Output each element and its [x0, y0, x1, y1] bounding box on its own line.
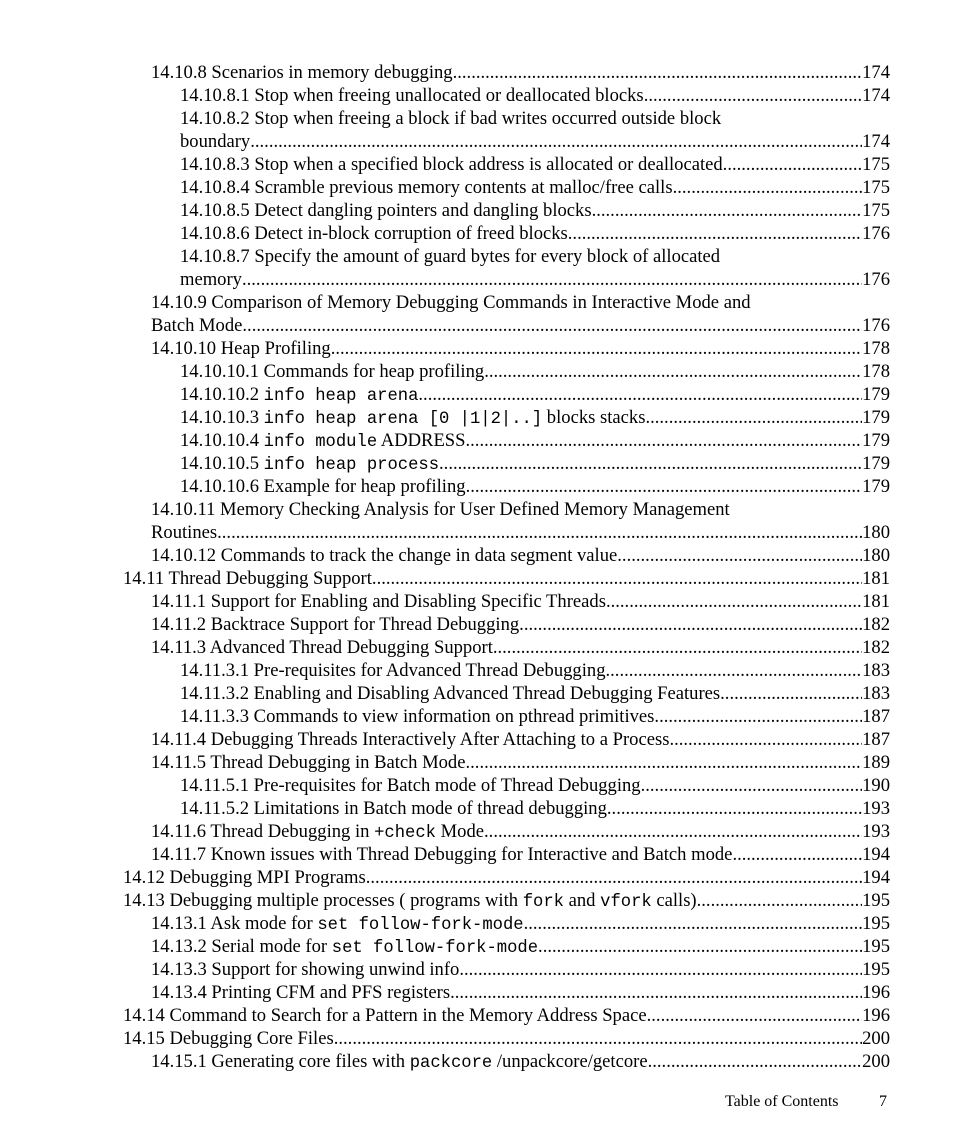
text-fragment: 14.10.8.5 Detect dangling pointers and dangling blocks: [180, 200, 592, 221]
toc-page-number: 182: [862, 614, 890, 635]
dot-leader: [453, 61, 863, 84]
dot-leader: [334, 1027, 862, 1050]
text-fragment: 14.11.1 Support for Enabling and Disabling Specific Threads: [151, 591, 606, 612]
toc-page-number: 196: [862, 982, 890, 1003]
dot-leader: [466, 429, 863, 452]
toc-entry-title: [180, 360, 484, 383]
toc-entry[interactable]: [0, 1050, 954, 1073]
toc-entry[interactable]: [0, 176, 954, 199]
toc-entry-title: [123, 567, 372, 590]
toc-entry[interactable]: [0, 659, 954, 682]
toc-page-number: 179: [862, 407, 890, 428]
text-fragment: boundary: [180, 131, 251, 152]
toc-entry[interactable]: [0, 935, 954, 958]
toc-entry-title: [180, 659, 606, 682]
dot-leader: [250, 130, 862, 153]
footer-page-number: 7: [879, 1093, 887, 1110]
toc-entry-title: [151, 958, 459, 981]
toc-entry-title: [123, 866, 366, 889]
toc-entry-title: [180, 176, 673, 199]
toc-entry-title: [151, 820, 484, 845]
text-fragment: 14.13.1 Ask mode for: [151, 913, 318, 934]
dot-leader: [645, 406, 862, 429]
toc-entry[interactable]: [0, 245, 954, 291]
dot-leader: [242, 268, 862, 291]
text-fragment: 14.11.5.2 Limitations in Batch mode of thread debugging: [180, 798, 607, 819]
dot-leader: [606, 659, 863, 682]
text-fragment: 14.11.6 Thread Debugging in: [151, 821, 375, 842]
toc-page-number: 200: [862, 1028, 890, 1049]
code-fragment: info heap arena: [263, 387, 419, 406]
toc-page-number: 195: [862, 890, 890, 911]
toc-entry[interactable]: [0, 222, 954, 245]
toc-entry-title: [180, 406, 645, 431]
toc-entry[interactable]: [0, 774, 954, 797]
dot-leader: [450, 981, 862, 1004]
toc-entry[interactable]: [0, 107, 954, 153]
text-fragment: 14.11.4 Debugging Threads Interactively After Attaching to a Process: [151, 729, 670, 750]
toc-entry-title: [151, 636, 493, 659]
text-fragment: 14.13.2 Serial mode for: [151, 936, 332, 957]
toc-entry-title: [151, 544, 617, 567]
toc-entry[interactable]: [0, 360, 954, 383]
text-fragment: blocks stacks: [542, 407, 646, 428]
toc-page-number: 180: [862, 522, 890, 543]
toc-entry-title: [151, 981, 450, 1004]
code-fragment: set follow-fork-mode: [331, 939, 539, 958]
dot-leader: [654, 705, 862, 728]
toc-page-number: 190: [862, 775, 890, 796]
toc-entry-title-line: [180, 245, 890, 268]
text-fragment: ADDRESS: [377, 430, 466, 451]
toc-entry[interactable]: [0, 452, 954, 475]
text-fragment: 14.11.3 Advanced Thread Debugging Support: [151, 637, 493, 658]
page-footer: [0, 1092, 954, 1112]
toc-page-number: 178: [862, 361, 890, 382]
toc-page-number: 180: [862, 545, 890, 566]
toc-entry-title-line: [151, 291, 890, 314]
toc-page-number: 179: [862, 430, 890, 451]
toc-entry-title: [180, 130, 250, 153]
text-fragment: 14.13 Debugging multiple processes ( programs with: [123, 890, 523, 911]
dot-leader: [648, 1050, 863, 1073]
text-fragment: 14.10.8.1 Stop when freeing unallocated or deallocated blocks: [180, 85, 644, 106]
toc-entry[interactable]: [0, 820, 954, 843]
dot-leader: [217, 521, 862, 544]
toc-entry-title: [151, 728, 669, 751]
toc-page-number: 176: [862, 269, 890, 290]
toc-page-number: 195: [862, 936, 890, 957]
text-fragment: 14.12 Debugging MPI Programs: [123, 867, 366, 888]
toc-entry[interactable]: [0, 544, 954, 567]
toc-entry[interactable]: [0, 498, 954, 544]
text-fragment: 14.11 Thread Debugging Support: [123, 568, 372, 589]
toc-page-number: 187: [862, 706, 890, 727]
toc-entry[interactable]: [0, 590, 954, 613]
dot-leader: [484, 360, 862, 383]
toc-entry[interactable]: [0, 567, 954, 590]
toc-entry-title: [180, 429, 466, 454]
code-fragment: fork: [522, 893, 564, 912]
code-fragment: vfork: [600, 893, 652, 912]
toc-entry-title: [180, 222, 568, 245]
toc-page-number: 181: [862, 591, 890, 612]
dot-leader: [647, 1004, 862, 1027]
dot-leader: [720, 682, 862, 705]
dot-leader: [242, 314, 862, 337]
text-fragment: Batch Mode: [151, 315, 243, 336]
text-fragment: 14.11.5 Thread Debugging in Batch Mode: [151, 752, 466, 773]
toc-entry[interactable]: [0, 61, 954, 84]
toc-entry-title: [180, 705, 654, 728]
text-fragment: 14.10.10.1 Commands for heap profiling: [180, 361, 485, 382]
toc-entry[interactable]: [0, 429, 954, 452]
text-fragment: Mode: [435, 821, 485, 842]
dot-leader: [568, 222, 862, 245]
toc-entry-title: [151, 751, 466, 774]
toc-page-number: 193: [862, 821, 890, 842]
dot-leader: [617, 544, 862, 567]
toc-page-number: 176: [862, 223, 890, 244]
text-fragment: 14.10.10.5: [180, 453, 264, 474]
toc-page-number: 174: [862, 131, 890, 152]
toc-entry-title: [180, 199, 592, 222]
dot-leader: [524, 912, 863, 935]
text-fragment: 14.10.10 Heap Profiling: [151, 338, 331, 359]
toc-entry-title: [151, 590, 606, 613]
dot-leader: [669, 728, 862, 751]
toc-entry[interactable]: [0, 889, 954, 912]
text-fragment: 14.10.10.6 Example for heap profiling: [180, 476, 466, 497]
text-fragment: memory: [180, 269, 242, 290]
dot-leader: [372, 567, 862, 590]
toc-page-number: 179: [862, 453, 890, 474]
toc-page-number: 187: [862, 729, 890, 750]
dot-leader: [484, 820, 862, 843]
dot-leader: [644, 84, 862, 107]
toc-page-number: 175: [862, 154, 890, 175]
toc-entry[interactable]: [0, 912, 954, 935]
text-fragment: 14.10.8.7 Specify the amount of guard bytes for every block of allocated: [180, 246, 721, 267]
toc-entry-title: [123, 1027, 334, 1050]
toc-entry-title: [180, 268, 242, 291]
toc-entry-title: [151, 521, 217, 544]
dot-leader: [592, 199, 863, 222]
dot-leader: [366, 866, 862, 889]
dot-leader: [466, 475, 863, 498]
toc-entry-title: [180, 797, 607, 820]
toc-entry[interactable]: [0, 291, 954, 337]
code-fragment: set follow-fork-mode: [317, 916, 524, 935]
text-fragment: 14.10.8 Scenarios in memory debugging: [151, 62, 453, 83]
toc-entry[interactable]: [0, 797, 954, 820]
toc-entry[interactable]: [0, 337, 954, 360]
toc-page-number: 174: [862, 62, 890, 83]
text-fragment: 14.10.12 Commands to track the change in data segment value: [151, 545, 618, 566]
text-fragment: 14.13.3 Support for showing unwind info: [151, 959, 460, 980]
toc-page-number: 196: [862, 1005, 890, 1026]
toc-entry[interactable]: [0, 866, 954, 889]
toc-entry[interactable]: [0, 383, 954, 406]
code-fragment: info module: [263, 433, 378, 452]
text-fragment: 14.10.8.2 Stop when freeing a block if bad writes occurred outside block: [180, 108, 722, 129]
text-fragment: 14.11.3.3 Commands to view information on pthread primitives: [180, 706, 655, 727]
text-fragment: 14.11.3.2 Enabling and Disabling Advanced Thread Debugging Features: [180, 683, 721, 704]
toc-entry[interactable]: [0, 636, 954, 659]
toc-page-number: 193: [862, 798, 890, 819]
text-fragment: 14.10.9 Comparison of Memory Debugging Commands in Interactive Mode and: [151, 292, 751, 313]
toc-entry[interactable]: [0, 199, 954, 222]
dot-leader: [538, 935, 862, 958]
dot-leader: [641, 774, 863, 797]
toc-entry-title: [180, 774, 641, 797]
text-fragment: 14.11.5.1 Pre-requisites for Batch mode of Thread Debugging: [180, 775, 641, 796]
toc-entry-title: [151, 337, 331, 360]
toc-page-number: 182: [862, 637, 890, 658]
toc-entry-title: [180, 475, 466, 498]
toc-entry-title: [151, 843, 732, 866]
text-fragment: /unpackcore/getcore: [492, 1051, 648, 1072]
table-of-contents: [0, 61, 954, 1073]
code-fragment: packcore: [409, 1054, 493, 1073]
dot-leader: [697, 889, 862, 912]
code-fragment: info heap process: [263, 456, 440, 475]
text-fragment: calls): [651, 890, 697, 911]
toc-entry-title: [151, 613, 519, 636]
text-fragment: 14.10.10.2: [180, 384, 264, 405]
toc-page-number: 194: [862, 844, 890, 865]
toc-entry-title: [180, 84, 644, 107]
dot-leader: [732, 843, 862, 866]
toc-entry[interactable]: [0, 751, 954, 774]
text-fragment: 14.15 Debugging Core Files: [123, 1028, 334, 1049]
toc-entry-title: [151, 1050, 648, 1075]
dot-leader: [493, 636, 862, 659]
toc-entry[interactable]: [0, 981, 954, 1004]
text-fragment: 14.13.4 Printing CFM and PFS registers: [151, 982, 451, 1003]
dot-leader: [439, 452, 862, 475]
toc-entry-title: [123, 1004, 647, 1027]
toc-entry[interactable]: [0, 406, 954, 429]
toc-entry[interactable]: [0, 153, 954, 176]
toc-entry[interactable]: [0, 705, 954, 728]
dot-leader: [607, 797, 862, 820]
text-fragment: 14.11.3.1 Pre-requisites for Advanced Thread Debugging: [180, 660, 606, 681]
toc-page-number: 176: [862, 315, 890, 336]
dot-leader: [606, 590, 862, 613]
toc-page-number: 175: [862, 177, 890, 198]
toc-entry-title-line: [180, 107, 890, 130]
text-fragment: and: [563, 890, 601, 911]
toc-entry-title: [151, 314, 242, 337]
toc-entry[interactable]: [0, 958, 954, 981]
toc-page-number: 178: [862, 338, 890, 359]
code-fragment: info heap arena [0 |1|2|..]: [263, 410, 543, 429]
footer-label: Table of Contents: [725, 1093, 839, 1110]
toc-page-number: 183: [862, 683, 890, 704]
dot-leader: [331, 337, 862, 360]
dot-leader: [418, 383, 862, 406]
dot-leader: [466, 751, 863, 774]
text-fragment: 14.10.10.4: [180, 430, 264, 451]
toc-entry-title: [180, 682, 720, 705]
dot-leader: [673, 176, 863, 199]
text-fragment: 14.14 Command to Search for a Pattern in the Memory Address Space: [123, 1005, 647, 1026]
text-fragment: 14.11.2 Backtrace Support for Thread Debugging: [151, 614, 520, 635]
toc-page-number: 200: [862, 1051, 890, 1072]
text-fragment: 14.10.8.6 Detect in-block corruption of freed blocks: [180, 223, 568, 244]
text-fragment: 14.10.8.3 Stop when a specified block address is allocated or deallocated: [180, 154, 723, 175]
toc-page-number: 179: [862, 384, 890, 405]
toc-page-number: 183: [862, 660, 890, 681]
toc-entry-title: [180, 452, 439, 477]
toc-entry-title: [151, 935, 538, 960]
toc-page-number: 195: [862, 913, 890, 934]
toc-entry[interactable]: [0, 728, 954, 751]
dot-leader: [519, 613, 862, 636]
toc-page-number: 195: [862, 959, 890, 980]
text-fragment: Routines: [151, 522, 218, 543]
toc-page-number: 174: [862, 85, 890, 106]
toc-entry-title: [180, 383, 418, 408]
text-fragment: 14.10.11 Memory Checking Analysis for User Defined Memory Management: [151, 499, 730, 520]
toc-entry[interactable]: [0, 475, 954, 498]
toc-entry-title: [180, 153, 723, 176]
toc-page-number: 194: [862, 867, 890, 888]
toc-entry[interactable]: [0, 682, 954, 705]
text-fragment: 14.11.7 Known issues with Thread Debugging for Interactive and Batch mode: [151, 844, 733, 865]
toc-page-number: 175: [862, 200, 890, 221]
text-fragment: 14.10.10.3: [180, 407, 264, 428]
toc-page-number: 181: [862, 568, 890, 589]
toc-page-number: 189: [862, 752, 890, 773]
dot-leader: [723, 153, 862, 176]
toc-page-number: 179: [862, 476, 890, 497]
toc-entry-title: [151, 61, 453, 84]
dot-leader: [459, 958, 862, 981]
toc-entry[interactable]: [0, 1027, 954, 1050]
text-fragment: 14.10.8.4 Scramble previous memory contents at malloc/free calls: [180, 177, 673, 198]
code-fragment: +check: [374, 824, 436, 843]
toc-entry[interactable]: [0, 84, 954, 107]
toc-entry[interactable]: [0, 613, 954, 636]
toc-entry-title: [151, 912, 524, 937]
toc-entry[interactable]: [0, 843, 954, 866]
text-fragment: 14.15.1 Generating core files with: [151, 1051, 410, 1072]
toc-entry-title-line: [151, 498, 890, 521]
toc-entry[interactable]: [0, 1004, 954, 1027]
toc-entry-title: [123, 889, 697, 914]
